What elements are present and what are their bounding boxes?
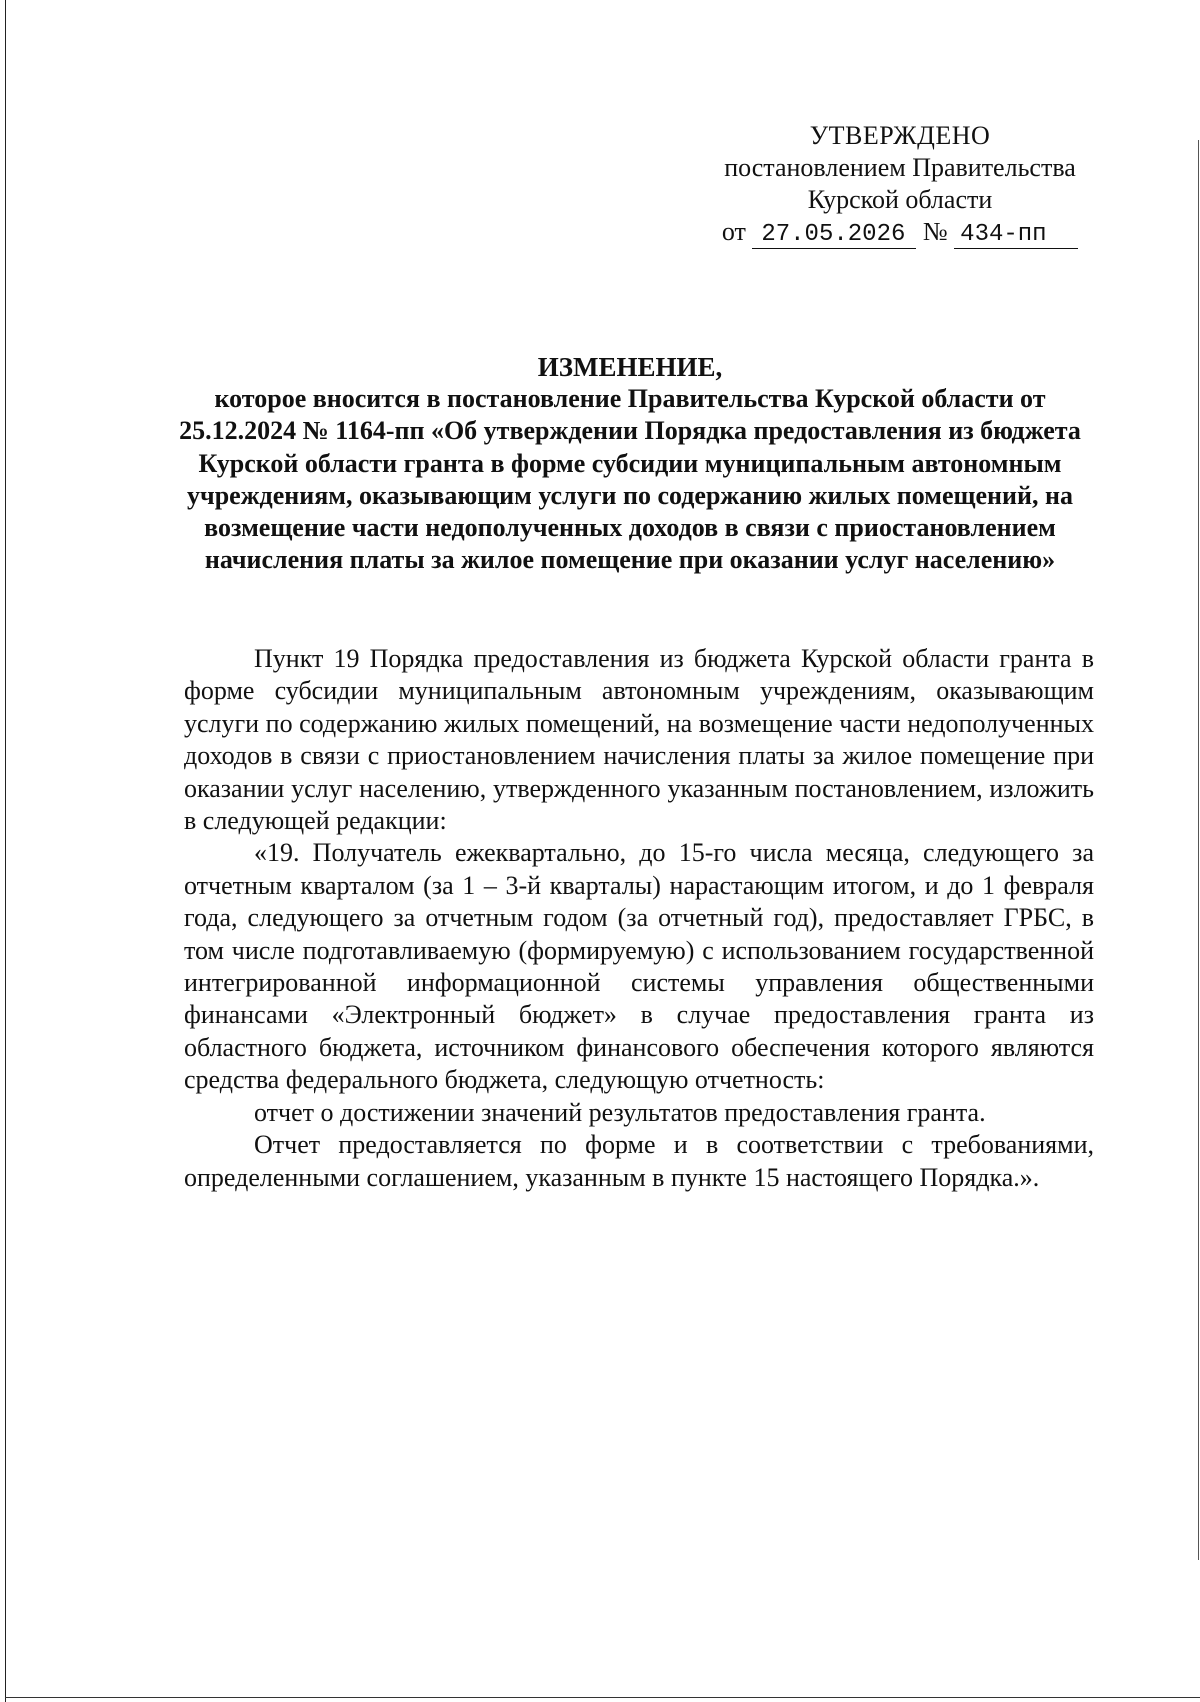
paragraph-4: Отчет предоставляется по форме и в соответствии с требованиями, определенными соглашением, указанным в пункте 15 настоящего Порядка.». — [184, 1130, 1094, 1192]
approval-date-row — [690, 216, 1110, 249]
number-prefix: № — [922, 217, 948, 246]
paragraph-1: Пункт 19 Порядка предоставления из бюджета Курской области гранта в форме субсидии муниципальным автономным учреждениям, оказывающим услуги по содержанию жилых помещений, на возмещение части недополученных доходов в связи с приостановлением начисления платы за жилое помещение при оказании услуг населению, утвержденного указанным постановлением, изложить в следующей редакции: — [184, 644, 1094, 836]
date-prefix: от — [721, 217, 746, 246]
paragraph-2: «19. Получатель ежеквартально, до 15-го числа месяца, следующего за отчетным кварталом (за 1 – 3-й кварталы) нарастающим итогом, и до 1 февраля года, следующего за отчетным годом (за отчетный год), предоставляет ГРБС, в том числе подготавливаемую (формируемую) с использованием государственной интегрированной информационной системы управления общественными финансами «Электронный бюджет» в случае предоставления гранта из областного бюджета, источником финансового обеспечения которого являются средства федерального бюджета, следующую отчетность: — [184, 838, 1094, 1095]
approval-number: 434-пп — [954, 222, 1078, 249]
approval-block — [690, 120, 1110, 249]
scan-edge-right — [1198, 140, 1199, 1560]
approved-label: УТВЕРЖДЕНО — [809, 121, 991, 150]
title-heading: ИЗМЕНЕНИЕ, — [537, 352, 723, 382]
approved-by-line-2: Курской области — [807, 185, 993, 214]
approved-by-line-1: постановлением Правительства — [724, 153, 1076, 182]
title-subtitle: которое вносится в постановление Правительства Курской области от 25.12.2024 № 1164-пп «Об утверждении Порядка предоставления из бюджета Курской области гранта в форме субсидии муниципальным автономным учреждениям, оказывающим услуги по содержанию жилых помещений, на возмещение части недополученных доходов в связи с приостановлением начисления платы за жилое помещение при оказании услуг населению» — [179, 384, 1081, 575]
scan-edge-left — [5, 0, 6, 1702]
scan-edge-bottom — [5, 1697, 1200, 1698]
document-body — [184, 643, 1094, 1194]
approval-date: 27.05.2026 — [752, 222, 916, 249]
document-title — [170, 351, 1090, 576]
paragraph-3: отчет о достижении значений результатов предоставления гранта. — [254, 1097, 986, 1127]
